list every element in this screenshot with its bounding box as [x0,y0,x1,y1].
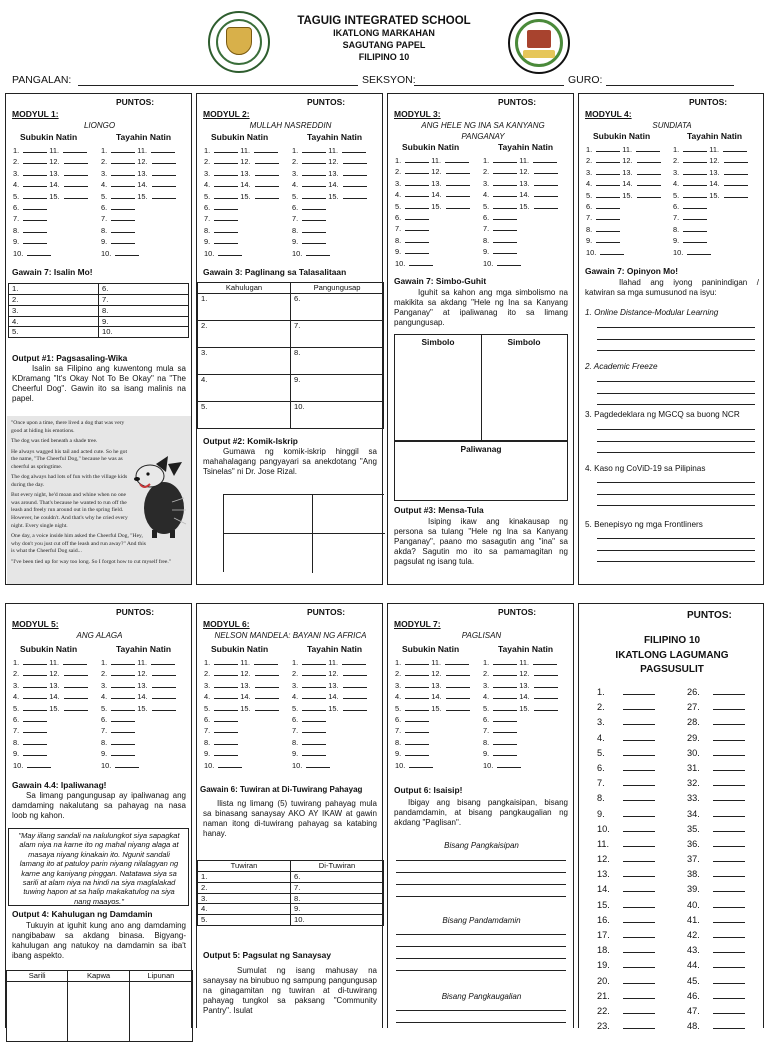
output-instructions: Isalin sa Filipino ang kuwentong mula sa KDramang "It's Okay Not To Be Okay" na "The Cheerful Dog". Gawin ito sa isang malinis na papel. [12,364,186,403]
item-number: 46. [687,990,700,1001]
section-label: SEKSYON: [362,74,416,86]
gawain-heading: Gawain 7: Simbo-Guhit [394,276,487,286]
module-title: NELSON MANDELA: BAYANI NG AFRICA [214,631,367,640]
tayahin-heading: Tayahin Natin [498,644,554,654]
bisang-pangkaisipan-label: Bisang Pangkaisipan [444,841,519,850]
modyul-5-panel [5,603,192,1028]
answer-blank[interactable] [623,809,655,817]
issue-2: 2. Academic Freeze [585,362,658,371]
answer-line[interactable] [396,860,566,861]
exam-answer-row[interactable] [687,687,745,702]
exam-answer-row[interactable] [687,1021,745,1036]
answer-blank[interactable] [713,763,745,771]
gawain-instructions: Sa limang pangungusap ay ipaliwanag ang damdaming nakalutang sa pahayag na nasa loob ng kahon. [12,791,186,820]
tayahin-heading: Tayahin Natin [116,132,172,142]
exam-answers-right[interactable] [687,687,745,1036]
exam-title: FILIPINO 10 IKATLONG LAGUMANG PAGSUSULIT [615,635,729,675]
bisang-pandamdamin-label: Bisang Pandamdamin [442,916,521,925]
modyul-4-panel [578,93,764,585]
answer-line[interactable] [597,561,755,562]
answer-blank[interactable] [623,702,655,710]
summative-test-panel [578,603,764,1032]
modyul-6-panel [196,603,383,1028]
subukin-heading: Subukin Natin [211,132,269,142]
answer-blank[interactable] [623,1006,655,1014]
exam-answer-row[interactable] [597,733,655,748]
answer-blank[interactable] [623,839,655,847]
puntos-label: PUNTOS: [498,97,537,107]
item-number: 13. [597,869,610,880]
school-name: TAGUIG INTEGRATED SCHOOL [297,15,471,27]
exam-answer-row[interactable] [687,702,745,717]
issue-1: 1. Online Distance-Modular Learning [585,308,719,317]
exam-answer-row[interactable] [597,687,655,702]
tayahin-heading: Tayahin Natin [498,142,554,152]
answer-blank[interactable] [713,869,745,877]
name-label: PANGALAN: [12,74,72,86]
answer-line[interactable] [597,381,755,382]
answer-blank[interactable] [713,976,745,984]
exam-answer-row[interactable] [597,854,655,869]
name-field[interactable] [78,76,358,86]
simbolo-heading: Simbolo [507,337,541,347]
answer-blank[interactable] [713,687,745,695]
item-number: 3. [597,717,605,728]
item-number: 31. [687,762,700,773]
item-number: 15. [597,899,610,910]
answer-line[interactable] [396,934,566,935]
issue-3: 3. Pagdedeklara ng MGCQ sa buong NCR [585,410,740,419]
puntos-label: PUNTOS: [307,607,346,617]
bisang-pangkaugalian-label: Bisang Pangkaugalian [441,992,522,1001]
modyul-label: MODYUL 4: [585,109,632,119]
exam-answer-row[interactable] [687,839,745,854]
gawain-heading: Gawain 7: Opinyon Mo! [585,266,679,276]
answer-blank[interactable] [713,809,745,817]
answer-blank[interactable] [623,793,655,801]
module-title: ANG HELE NG INA SA KANYANG PANGANAY [421,121,545,141]
item-number: 8. [597,793,605,804]
tayahin-heading: Tayahin Natin [116,644,172,654]
paliwanag-heading: Paliwanag [460,444,502,454]
item-number: 44. [687,960,700,971]
exam-answer-row[interactable] [597,1006,655,1021]
answer-blank[interactable] [623,763,655,771]
item-number: 41. [687,914,700,925]
answer-line[interactable] [597,494,755,495]
exam-answer-row[interactable] [597,869,655,884]
exam-answer-row[interactable] [687,960,745,975]
answer-blank[interactable] [623,748,655,756]
item-number: 16. [597,914,610,925]
output-instructions: Tukuyin at iguhit kung ano ang damdaming nangibabaw sa akdang binasa. Bigyang-kahulugan ang natukoy na damdamin sa iba't ibang aspekto. [12,921,186,960]
exam-answer-row[interactable] [687,717,745,732]
exam-answer-row[interactable] [687,748,745,763]
module-title: LIONGO [83,121,116,130]
item-number: 37. [687,854,700,865]
item-number: 6. [597,762,605,773]
item-number: 21. [597,990,610,1001]
answer-line[interactable] [396,970,566,971]
answer-line[interactable] [597,429,755,430]
item-number: 5. [597,747,605,758]
item-number: 34. [687,808,700,819]
answer-blank[interactable] [713,991,745,999]
header-quarter: IKATLONG MARKAHAN [333,28,435,38]
subukin-answers[interactable]: 1. 11. 2. 12. 3. 13. 4. 14. 5. 15. 6. 7. 8. 9. 10. [204,657,279,771]
subukin-answers[interactable]: 1. 11. 2. 12. 3. 13. 4. 14. 5. 15. 6. 7. 8. 9. 10. [13,145,88,259]
item-number: 2. [597,702,605,713]
answer-blank[interactable] [623,900,655,908]
answer-line[interactable] [396,1010,566,1011]
output-instructions: Isiping ikaw ang kinakausap ng persona sa tulang "Hele ng Ina sa Kanyang Panganay", paano mo sasagutin ang "ina" sa akda? Sagutin mo ito sa pamamagitan ng pagsulat ng isang tula. [394,517,568,566]
item-number: 30. [687,747,700,758]
output-instructions: Ibigay ang bisang pangkaisipan, bisang pandamdamin, at bisang pangkaugalian ng akdang "Paglisan". [394,798,568,827]
tayahin-answers[interactable]: 1. 11. 2. 12. 3. 13. 4. 14. 5. 15. 6. 7. 8. 9. 10. [673,144,748,258]
answer-blank[interactable] [713,1006,745,1014]
item-number: 45. [687,975,700,986]
answer-blank[interactable] [713,793,745,801]
answer-blank[interactable] [713,717,745,725]
item-number: 19. [597,960,610,971]
output-instructions: Sumulat ng isang mahusay na sanaysay na binubuo ng sampung pangungusap na ginagamitan ng tuwiran at di-tuwirang pahayag tungkol sa paksang "Community Pantry". Isulat [203,966,377,1015]
item-number: 12. [597,854,610,865]
answer-blank[interactable] [623,945,655,953]
item-number: 26. [687,687,700,697]
item-number: 36. [687,838,700,849]
modyul-label: MODYUL 1: [12,109,59,119]
item-number: 20. [597,975,610,986]
exam-answer-row[interactable] [597,960,655,975]
item-number: 33. [687,793,700,804]
item-number: 43. [687,945,700,956]
exam-answer-row[interactable] [687,1006,745,1021]
gawain-heading: Gawain 4.4: Ipaliwanag! [12,780,107,790]
item-number: 10. [597,823,610,834]
answer-line[interactable] [597,482,755,483]
exam-answer-row[interactable] [597,793,655,808]
answer-blank[interactable] [623,854,655,862]
modyul-label: MODYUL 5: [12,619,59,629]
cheerful-dog-illustration [128,454,190,538]
subukin-heading: Subukin Natin [402,142,460,152]
output-heading: Output #2: Komik-Iskrip [203,436,298,446]
exam-answer-row[interactable] [687,900,745,915]
subukin-answers[interactable]: 1. 11. 2. 12. 3. 13. 4. 14. 5. 15. 6. 7. 8. 9. 10. [395,657,470,771]
section-field[interactable] [414,76,564,86]
exam-answer-row[interactable] [687,793,745,808]
answer-blank[interactable] [623,869,655,877]
answer-blank[interactable] [623,717,655,725]
subukin-heading: Subukin Natin [20,644,78,654]
exam-answer-row[interactable] [687,778,745,793]
item-number: 14. [597,884,610,895]
gawain-instructions: Ilahad ang iyong paninindigan / katwiran sa mga sumusunod na isyu: [585,278,759,297]
module-title: ANG ALAGA [76,631,123,640]
answer-blank[interactable] [623,733,655,741]
modyul-7-panel [387,603,574,1028]
module-title: SUNDIATA [652,121,692,130]
answer-blank[interactable] [713,900,745,908]
gawain-heading: Gawain 6: Tuwiran at Di-Tuwirang Pahayag [200,785,363,794]
tayahin-heading: Tayahin Natin [307,132,363,142]
output-heading: Output #1: Pagsasaling-Wika [12,353,128,363]
item-number: 29. [687,732,700,743]
answer-blank[interactable] [713,945,745,953]
answer-line[interactable] [396,946,566,947]
exam-answer-row[interactable] [597,717,655,732]
exam-answer-row[interactable] [687,976,745,991]
exam-answer-row[interactable] [597,991,655,1006]
item-number: 39. [687,884,700,895]
answer-blank[interactable] [623,930,655,938]
puntos-label: PUNTOS: [687,610,732,621]
modyul-1-panel [5,93,192,585]
answer-line[interactable] [597,538,755,539]
modyul-label: MODYUL 6: [203,619,250,629]
answer-line[interactable] [597,441,755,442]
exam-answer-row[interactable] [597,915,655,930]
answer-line[interactable] [396,1022,566,1023]
comic-panels[interactable] [223,494,384,572]
exam-answer-row[interactable] [687,991,745,1006]
item-number: 9. [597,808,605,819]
module-title: PAGLISAN [461,631,502,640]
item-number: 27. [687,702,700,713]
item-number: 28. [687,717,700,728]
item-number: 38. [687,869,700,880]
puntos-label: PUNTOS: [116,607,155,617]
quote-box [8,828,189,906]
answer-blank[interactable] [713,854,745,862]
item-number: 22. [597,1005,610,1016]
gawain-heading: Gawain 3: Paglinang sa Talasalitaan [203,267,347,277]
answer-line[interactable] [396,896,566,897]
exam-answer-row[interactable] [597,930,655,945]
subukin-answers[interactable]: 1. 11. 2. 12. 3. 13. 4. 14. 5. 15. 6. 7. 8. 9. 10. [13,657,88,771]
subukin-heading: Subukin Natin [20,132,78,142]
output-heading: Output 4: Kahulugan ng Damdamin [12,909,153,919]
header-answer-sheet: SAGUTANG PAPEL [342,40,426,50]
item-number: 18. [597,945,610,956]
exam-answer-row[interactable] [687,824,745,839]
exam-answer-row[interactable] [687,869,745,884]
tayahin-answers[interactable]: 1. 11. 2. 12. 3. 13. 4. 14. 5. 15. 6. 7. 8. 9. 10. [483,155,558,269]
answer-line[interactable] [597,339,755,340]
answer-blank[interactable] [713,702,745,710]
exam-answers-left[interactable] [597,687,655,1036]
answer-line[interactable] [396,872,566,873]
exam-answer-row[interactable] [597,824,655,839]
simbolo-heading: Simbolo [421,337,455,347]
puntos-label: PUNTOS: [498,607,537,617]
output-heading: Output #3: Mensa-Tula [394,505,484,515]
exam-answer-row[interactable] [597,900,655,915]
item-number: 48. [687,1021,700,1032]
answer-blank[interactable] [623,884,655,892]
exam-answer-row[interactable] [687,733,745,748]
story-quote: "May iilang sandali na nalulungkot siya sapagkat alam niya na karne ito ng mahal niyang alaga at masaya niyang kinakain ito. Ngunit sandali lamang ito at patuloy parin niyang nilalagyan ng karne ang kaniyang pinggan. Natatawa siya sa sarili at alam niya na hindi na siya maglalakad tuwing hapon at sa halip makakatulog na siya nang maayos." [18,831,180,906]
puntos-label: PUNTOS: [307,97,346,107]
gawain-instructions: Ilista ng limang (5) tuwirang pahayag mula sa binasang sanaysay AKO AY IKAW at gawin naman itong di-tuwirang pahayag sa katabing hanay. [203,799,377,838]
subukin-answers[interactable]: 1. 11. 2. 12. 3. 13. 4. 14. 5. 15. 6. 7. 8. 9. 10. [586,144,661,258]
answer-blank[interactable] [713,960,745,968]
tayahin-answers[interactable]: 1. 11. 2. 12. 3. 13. 4. 14. 5. 15. 6. 7. 8. 9. 10. [101,145,176,259]
exam-answer-row[interactable] [597,702,655,717]
output-heading: Output 5: Pagsulat ng Sanaysay [203,950,331,960]
answer-blank[interactable] [623,687,655,695]
item-number: 32. [687,778,700,789]
vocabulary-table[interactable]: Kahulugan Pangungusap 1. 6. 2. 7. 3. 8. 4. 9. 5. 10. [197,282,384,429]
exam-answer-row[interactable] [687,763,745,778]
feelings-table[interactable]: Sarili Kapwa Lipunan [6,970,193,1042]
answer-blank[interactable] [713,930,745,938]
exam-answer-row[interactable] [687,884,745,899]
tayahin-heading: Tayahin Natin [687,131,743,141]
answer-line[interactable] [396,884,566,885]
modyul-label: MODYUL 3: [394,109,441,119]
puntos-label: PUNTOS: [116,97,155,107]
tayahin-answers[interactable]: 1. 11. 2. 12. 3. 13. 4. 14. 5. 15. 6. 7. 8. 9. 10. [292,145,367,259]
gawain-instructions: Iguhit sa kahon ang mga simbolismo na makikita sa akdang "Hele ng Ina sa Kanyang Panganay" at ipaliwanag ito sa limang pangungusap. [394,288,568,327]
answer-blank[interactable] [623,915,655,923]
answer-line[interactable] [597,550,755,551]
answer-blank[interactable] [713,1021,745,1029]
exam-answer-row[interactable] [597,945,655,960]
pahayag-table[interactable]: Tuwiran Di-Tuwiran 1. 6. 2. 7. 3. 8. 4. 9. 5. 10. [197,860,384,926]
module-title: MULLAH NASREDDIN [249,121,332,130]
tayahin-answers[interactable]: 1. 11. 2. 12. 3. 13. 4. 14. 5. 15. 6. 7. 8. 9. 10. [483,657,558,771]
item-number: 7. [597,778,605,789]
teacher-field[interactable] [606,76,734,86]
paliwanag-box[interactable] [394,441,568,501]
modyul-3-panel [387,93,574,585]
subukin-heading: Subukin Natin [593,131,651,141]
exam-answer-row[interactable] [597,976,655,991]
answer-blank[interactable] [713,839,745,847]
answer-line[interactable] [597,452,755,453]
item-number: 1. [597,687,605,697]
answer-blank[interactable] [623,976,655,984]
answer-line[interactable] [597,350,755,351]
symbol-drawing-grid[interactable] [394,334,568,441]
answer-blank[interactable] [713,884,745,892]
answer-line[interactable] [597,404,755,405]
tayahin-heading: Tayahin Natin [307,644,363,654]
exam-answer-row[interactable] [597,763,655,778]
exam-answer-row[interactable] [597,884,655,899]
item-number: 47. [687,1005,700,1016]
subukin-heading: Subukin Natin [211,644,269,654]
subukin-answers[interactable]: 1. 11. 2. 12. 3. 13. 4. 14. 5. 15. 6. 7. 8. 9. 10. [395,155,470,269]
exam-answer-row[interactable] [597,778,655,793]
answer-line[interactable] [396,958,566,959]
exam-answer-row[interactable] [687,915,745,930]
answer-blank[interactable] [713,748,745,756]
gawain-table[interactable]: 1. 6. 2. 7. 3. 8. 4. 9. 5. 10. [8,283,189,338]
answer-blank[interactable] [713,778,745,786]
subukin-answers[interactable]: 1. 11. 2. 12. 3. 13. 4. 14. 5. 15. 6. 7. 8. 9. 10. [204,145,279,259]
answer-line[interactable] [597,327,755,328]
answer-blank[interactable] [623,778,655,786]
answer-blank[interactable] [623,991,655,999]
item-number: 17. [597,930,610,940]
item-number: 42. [687,930,700,940]
header-subject: FILIPINO 10 [358,52,410,62]
modyul-2-panel [196,93,383,585]
exam-answer-row[interactable] [597,809,655,824]
answer-blank[interactable] [623,824,655,832]
answer-blank[interactable] [713,733,745,741]
subukin-heading: Subukin Natin [402,644,460,654]
issue-5: 5. Benepisyo ng mga Frontliners [585,520,703,529]
exam-answer-row[interactable] [687,945,745,960]
exam-answer-row[interactable] [687,930,745,945]
output-heading: Output 6: Isaisip! [394,785,463,795]
item-number: 23. [597,1021,610,1032]
cheerful-dog-story: "Once upon a time, there lived a dog that was very good at hiding his emotions. The dog was tied beneath a shade tree. He always wagged his tail and acted cute. So he got the name, "The Cheerful Dog," because he was as cheerful as springtime. The dog always had lots of fun with the village kids during the day. But every night, he'd moan and whine when no one was around. That's because he wanted to run off the leash and freely run around out in the spring field. However, he couldn't. And that's why he cried every night. Every single night. One day, a voice inside him asked the Cheerful Dog, "Hey, why don't you just cut off the leash and run away?" And this is what the Cheerful Dog said... "I've been tied up for way too long. So I forgot how to cut myself free." [7,416,191,584]
tayahin-answers[interactable]: 1. 11. 2. 12. 3. 13. 4. 14. 5. 15. 6. 7. 8. 9. 10. [101,657,176,771]
item-number: 40. [687,899,700,910]
puntos-label: PUNTOS: [689,97,728,107]
item-number: 35. [687,823,700,834]
exam-answer-row[interactable] [597,839,655,854]
output-instructions: Gumawa ng komik-iskrip hinggil sa mahahalagang pangyayari sa anekdotang "Ang Tsinelas" ni Dr. Jose Rizal. [203,447,377,476]
answer-blank[interactable] [623,960,655,968]
modyul-label: MODYUL 2: [203,109,250,119]
answer-line[interactable] [597,393,755,394]
item-number: 4. [597,732,605,743]
exam-answer-row[interactable] [687,809,745,824]
exam-answer-row[interactable] [597,748,655,763]
tayahin-answers[interactable]: 1. 11. 2. 12. 3. 13. 4. 14. 5. 15. 6. 7. 8. 9. 10. [292,657,367,771]
gawain-heading: Gawain 7: Isalin Mo! [12,267,93,277]
modyul-label: MODYUL 7: [394,619,441,629]
teacher-label: GURO: [568,74,603,86]
item-number: 11. [597,838,610,849]
answer-blank[interactable] [623,1021,655,1029]
answer-blank[interactable] [713,824,745,832]
issue-4: 4. Kaso ng CoViD-19 sa Pilipinas [585,464,706,473]
answer-line[interactable] [597,505,755,506]
exam-answer-row[interactable] [597,1021,655,1036]
answer-blank[interactable] [713,915,745,923]
exam-answer-row[interactable] [687,854,745,869]
